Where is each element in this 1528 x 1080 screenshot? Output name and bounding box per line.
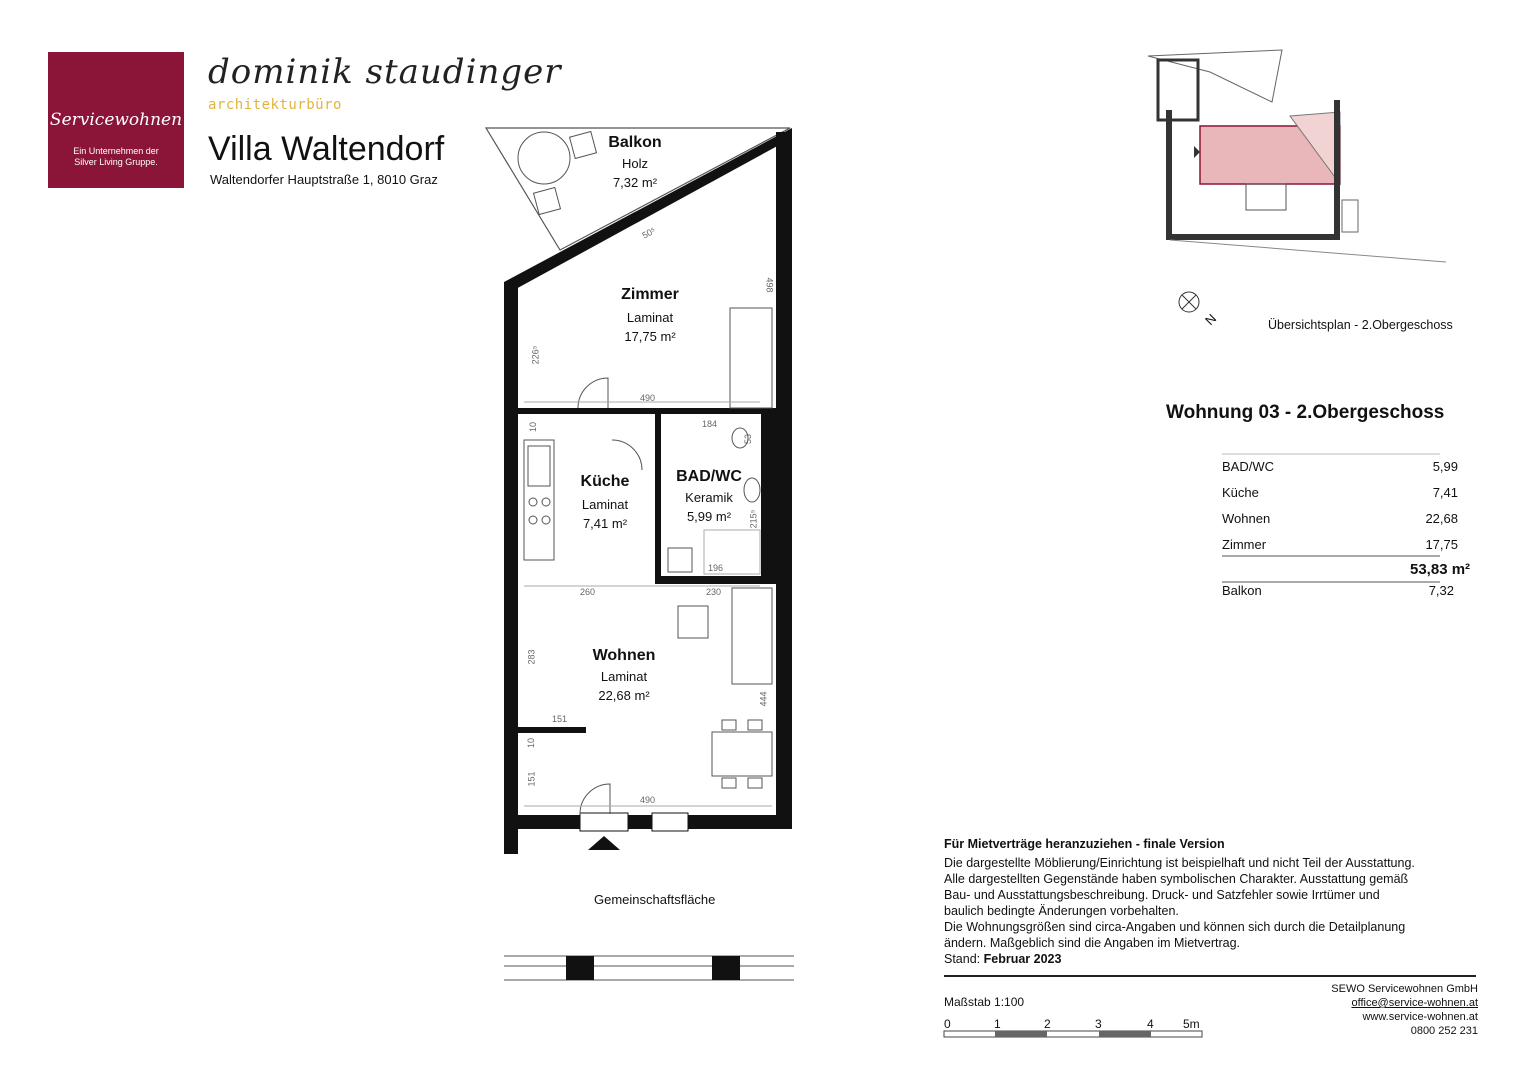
notes-line: Die Wohnungsgrößen sind circa-Angaben und können sich durch die Detailplanung [944,920,1406,934]
zimmer-name: Zimmer [621,286,679,303]
entry-arrow [588,836,620,850]
company-web[interactable]: www.service-wohnen.at [1362,1011,1478,1023]
bad-name: BAD/WC [676,468,742,485]
room-kueche [560,473,650,531]
scale-tick: 1 [994,1017,1001,1031]
zimmer-area: 17,75 m² [624,329,676,344]
area-label: Balkon [1222,583,1262,598]
project-title: Villa Waltendorf [208,130,445,168]
overview-plan [1148,50,1446,262]
area-value: 5,99 [1432,459,1458,474]
logo-sub-line1: Ein Unternehmen der [73,146,159,156]
right-wall [776,132,792,822]
scale-tick: 2 [1044,1017,1051,1031]
scale-tick: 0 [944,1017,951,1031]
area-label: Zimmer [1222,537,1267,552]
wall-bad-bottom [655,576,776,584]
entry-door-swing [580,784,610,814]
shower [668,548,692,572]
kueche-floor: Laminat [581,497,629,512]
dim-label: 230 [706,587,722,597]
dim-label: 226⁵ [530,345,541,365]
area-value: 22,68 [1425,511,1458,526]
area-row [1222,537,1460,552]
zimmer-door-swing [578,378,608,408]
room-balkon [590,134,680,190]
area-value: 7,41 [1432,485,1458,500]
coffee-table [678,606,708,638]
bottom-wall [504,815,792,829]
bad-area: 5,99 m² [686,509,732,524]
area-row [1222,485,1460,500]
dim-label: 498 [764,277,775,293]
area-row [1222,459,1460,474]
room-wohnen [574,647,674,703]
area-value: 7,32 [1428,583,1454,598]
project-address: Waltendorfer Hauptstraße 1, 8010 Graz [210,172,438,187]
area-label: Küche [1222,485,1259,500]
architect-name: dominik staudinger [208,52,562,92]
sink [528,446,550,486]
zimmer-floor: Laminat [626,310,674,325]
wardrobe [730,308,772,408]
overview-label: Übersichtsplan - 2.Obergeschoss [1268,318,1453,332]
scale-label: Maßstab 1:100 [944,995,1025,1009]
architect-sub: architekturbüro [208,97,342,113]
notes-line: ändern. Maßgeblich sind die Angaben im Mietvertrag. [944,936,1240,950]
area-label: Wohnen [1222,511,1271,526]
apartment-title: Wohnung 03 - 2.Obergeschoss [1166,402,1445,423]
stand-label: Stand: [944,952,981,966]
dim-label: 151 [552,714,568,724]
balkon-floor: Holz [621,156,648,171]
notes-line: Die dargestellte Möblierung/Einrichtung ist beispielhaft und nicht Teil der Ausstattung. [944,856,1415,870]
dim-label: 53 [743,433,754,445]
dim-label: 490 [640,393,656,403]
notes-title: Für Mietverträge heranzuziehen - finale Version [944,837,1225,851]
kueche-area: 7,41 m² [582,516,628,531]
scale-tick: 3 [1095,1017,1102,1031]
kitchen-door-swing [612,440,642,470]
notes-line: baulich bedingte Änderungen vorbehalten. [944,904,1179,918]
kueche-name: Küche [580,473,630,490]
entry-door-gap [580,813,628,831]
company-block [1266,982,1478,1038]
room-bad [664,468,754,524]
dim-label: 490 [640,795,656,805]
notes-line: Alle dargestellten Gegenstände haben symbolischen Charakter. Ausstattung gemäß [944,872,1409,886]
dim-label: 151 [526,771,537,787]
dim-label: 10 [528,421,539,433]
balcony-table [518,132,570,184]
bad-floor: Keramik [685,490,733,505]
balkon-name: Balkon [608,134,662,151]
area-value: 17,75 [1425,537,1458,552]
dim-label: 50⁵ [640,225,658,241]
wohnen-floor: Laminat [600,669,648,684]
dim-label: 283 [526,649,537,665]
logo-sub-line2: Silver Living Gruppe. [74,157,158,167]
dining-table [712,732,772,776]
left-wall [504,282,518,854]
wohnen-area: 22,68 m² [598,688,650,703]
stand-value: Februar 2023 [983,952,1062,966]
company-phone: 0800 252 231 [1410,1025,1478,1037]
wall-bad-left [655,414,661,584]
total-area: 53,83 m² [1410,561,1471,578]
company-name: SEWO Servicewohnen GmbH [1331,983,1478,995]
dim-label: 184 [702,419,718,429]
wall-zimmer [518,408,776,414]
dim-label: 196 [708,563,724,573]
dim-label: 444 [758,691,769,707]
scale-tick: 4 [1147,1017,1154,1031]
dim-label: 10 [526,737,537,749]
area-row [1222,511,1460,526]
common-area-label: Gemeinschaftsfläche [594,892,716,907]
room-zimmer [600,286,700,344]
area-label: BAD/WC [1222,459,1274,474]
window-bottom [652,813,688,831]
wohnen-name: Wohnen [592,647,656,664]
dim-label: 215⁵ [748,509,759,529]
logo-script: Servicewohnen [49,110,183,130]
balkon-row [1222,583,1454,598]
notes-block [944,836,1484,967]
sofa [732,588,772,684]
scale-tick: 5m [1183,1017,1200,1031]
dim-label: 260 [580,587,596,597]
company-email[interactable]: office@service-wohnen.at [1351,997,1478,1009]
notes-line: Bau- und Ausstattungsbeschreibung. Druck- und Satzfehler sowie Irrtümer und [944,888,1380,902]
wall-wohnen [518,727,586,733]
wall-bad-right [761,414,776,576]
balcony-chair-2 [534,188,561,215]
balkon-area: 7,32 m² [612,175,658,190]
north-label: N [1202,310,1220,329]
